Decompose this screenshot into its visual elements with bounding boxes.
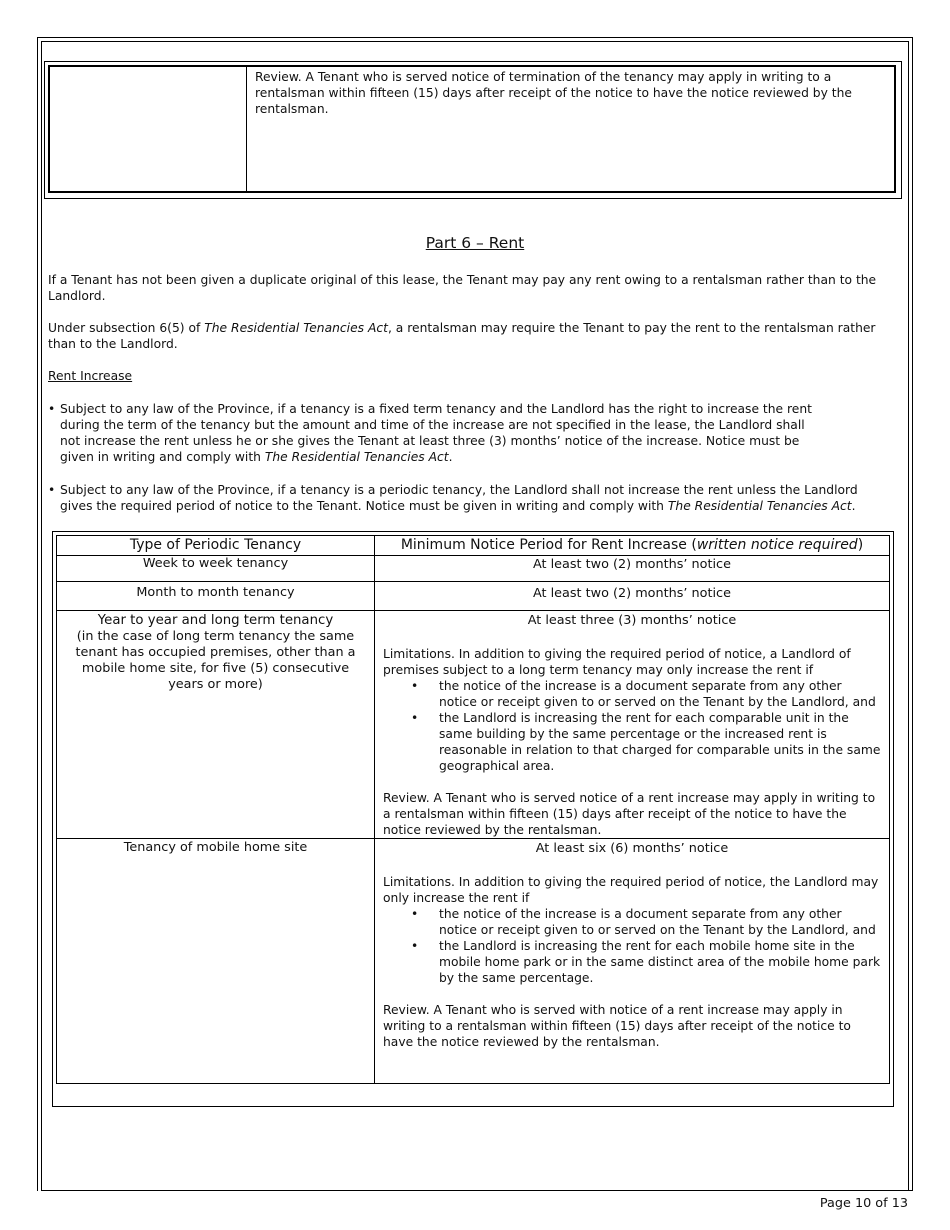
tenancy-type-cell: Tenancy of mobile home site bbox=[57, 839, 375, 1084]
list-item bbox=[383, 938, 881, 986]
table-row bbox=[57, 582, 890, 611]
rent-increase-heading: Rent Increase bbox=[48, 369, 133, 383]
header-notice bbox=[375, 536, 890, 556]
fixed-term-text: Subject to any law of the Province, if a tenancy is a fixed term tenancy and the Landlord has the right to increase the rent during the term of the tenancy but the amount and time of the increase are not specified in the lease, the Landlord shall not increase the rent unless he or she gives the Tenant at least three (3) months’ notice of the increase. Notice must be given in writing and comply with bbox=[60, 402, 812, 464]
table-row bbox=[57, 556, 890, 582]
list-item bbox=[383, 710, 881, 774]
periodic-tenancy-table bbox=[56, 535, 890, 1084]
notice-period: At least three (3) months’ notice bbox=[527, 613, 737, 628]
header-notice-italic: written notice required bbox=[696, 537, 858, 553]
notice-period: At least six (6) months’ notice bbox=[535, 841, 729, 856]
notice-cell bbox=[375, 839, 890, 1084]
list-item bbox=[383, 678, 881, 710]
notice-cell: At least two (2) months’ notice bbox=[375, 556, 890, 582]
tenancy-type-cell bbox=[57, 611, 375, 839]
table-header-row bbox=[57, 536, 890, 556]
list-item-text: the Landlord is increasing the rent for each comparable unit in the same building by the same percentage or the increased rent is reasonable in relation to that charged for comparable units in the same geographical area. bbox=[439, 711, 881, 773]
limitations-text: Limitations. In addition to giving the required period of notice, a Landlord of premises subject to a long term tenancy may only increase the rent if bbox=[383, 647, 851, 677]
act-title: The Residential Tenancies Act bbox=[667, 499, 852, 513]
limitations-text: Limitations. In addition to giving the required period of notice, the Landlord may only increase the rent if bbox=[383, 875, 879, 905]
limitations-list bbox=[383, 678, 881, 774]
list-item-text: the notice of the increase is a document separate from any other notice or receipt given to or served on the Tenant by the Landlord, and bbox=[439, 907, 876, 937]
period: . bbox=[448, 450, 453, 464]
subsection-text-end: , a rentalsman may require the Tenant to pay the rent to the rentalsman rather than to the Landlord. bbox=[48, 321, 876, 351]
bullet-icon: • bbox=[48, 483, 56, 497]
part-6-title: Part 6 – Rent bbox=[425, 234, 525, 252]
header-notice-text: Minimum Notice Period for Rent Increase ( bbox=[400, 537, 697, 553]
tenancy-type-label: Year to year and long term tenancy bbox=[97, 613, 334, 628]
tenancy-type-note: (in the case of long term tenancy the same tenant has occupied premises, other than a mobile home site, for five (5) consecutive years or more) bbox=[75, 629, 356, 692]
period: . bbox=[851, 499, 856, 513]
bullet-icon: • bbox=[48, 402, 56, 416]
table-row bbox=[57, 839, 890, 1084]
act-title: The Residential Tenancies Act bbox=[204, 321, 388, 335]
periodic-bullet-text bbox=[60, 482, 876, 514]
list-item bbox=[383, 906, 881, 938]
page-number: Page 10 of 13 bbox=[819, 1196, 908, 1211]
act-title: The Residential Tenancies Act bbox=[264, 450, 449, 464]
subsection-paragraph bbox=[48, 320, 888, 352]
bullet-icon: • bbox=[411, 679, 419, 693]
bullet-icon: • bbox=[411, 907, 419, 921]
header-type: Type of Periodic Tenancy bbox=[57, 536, 375, 556]
duplicate-lease-paragraph: If a Tenant has not been given a duplicate original of this lease, the Tenant may pay any rent owing to a rentalsman rather than to the Landlord. bbox=[48, 273, 877, 303]
bullet-icon: • bbox=[411, 711, 419, 725]
review-text: Review. A Tenant who is served with notice of a rent increase may apply in writing to a rentalsman within fifteen (15) days after receipt of the notice to have the notice reviewed by the rentalsman. bbox=[383, 1003, 851, 1049]
header-notice-close: ) bbox=[857, 537, 864, 553]
limitations-list bbox=[383, 906, 881, 986]
review-text: Review. A Tenant who is served notice of a rent increase may apply in writing to a rentalsman within fifteen (15) days after receipt of the notice to have the notice reviewed by the rentalsman. bbox=[383, 791, 876, 837]
list-item-text: the Landlord is increasing the rent for each mobile home site in the mobile home park or in the same distinct area of the mobile home park by the same percentage. bbox=[439, 939, 881, 985]
bullet-icon: • bbox=[411, 939, 419, 953]
tenancy-type-cell: Month to month tenancy bbox=[57, 582, 375, 611]
subsection-text-start: Under subsection 6(5) of bbox=[48, 321, 205, 335]
notice-cell: At least two (2) months’ notice bbox=[375, 582, 890, 611]
table-row bbox=[57, 611, 890, 839]
fixed-term-bullet-text bbox=[60, 401, 820, 465]
review-section-blank-cell bbox=[50, 67, 247, 191]
tenancy-type-cell: Week to week tenancy bbox=[57, 556, 375, 582]
periodic-text: Subject to any law of the Province, if a tenancy is a periodic tenancy, the Landlord shall not increase the rent unless the Landlord gives the required period of notice to the Tenant. Notice must be given in writing and comply with bbox=[60, 483, 858, 513]
review-section bbox=[48, 65, 896, 193]
list-item-text: the notice of the increase is a document separate from any other notice or receipt given to or served on the Tenant by the Landlord, and bbox=[439, 679, 876, 709]
termination-review-text: Review. A Tenant who is served notice of termination of the tenancy may apply in writing to a rentalsman within fifteen (15) days after receipt of the notice to have the notice reviewed by the rentalsman. bbox=[255, 70, 852, 116]
notice-cell bbox=[375, 611, 890, 839]
footer-divider bbox=[41, 1190, 913, 1191]
